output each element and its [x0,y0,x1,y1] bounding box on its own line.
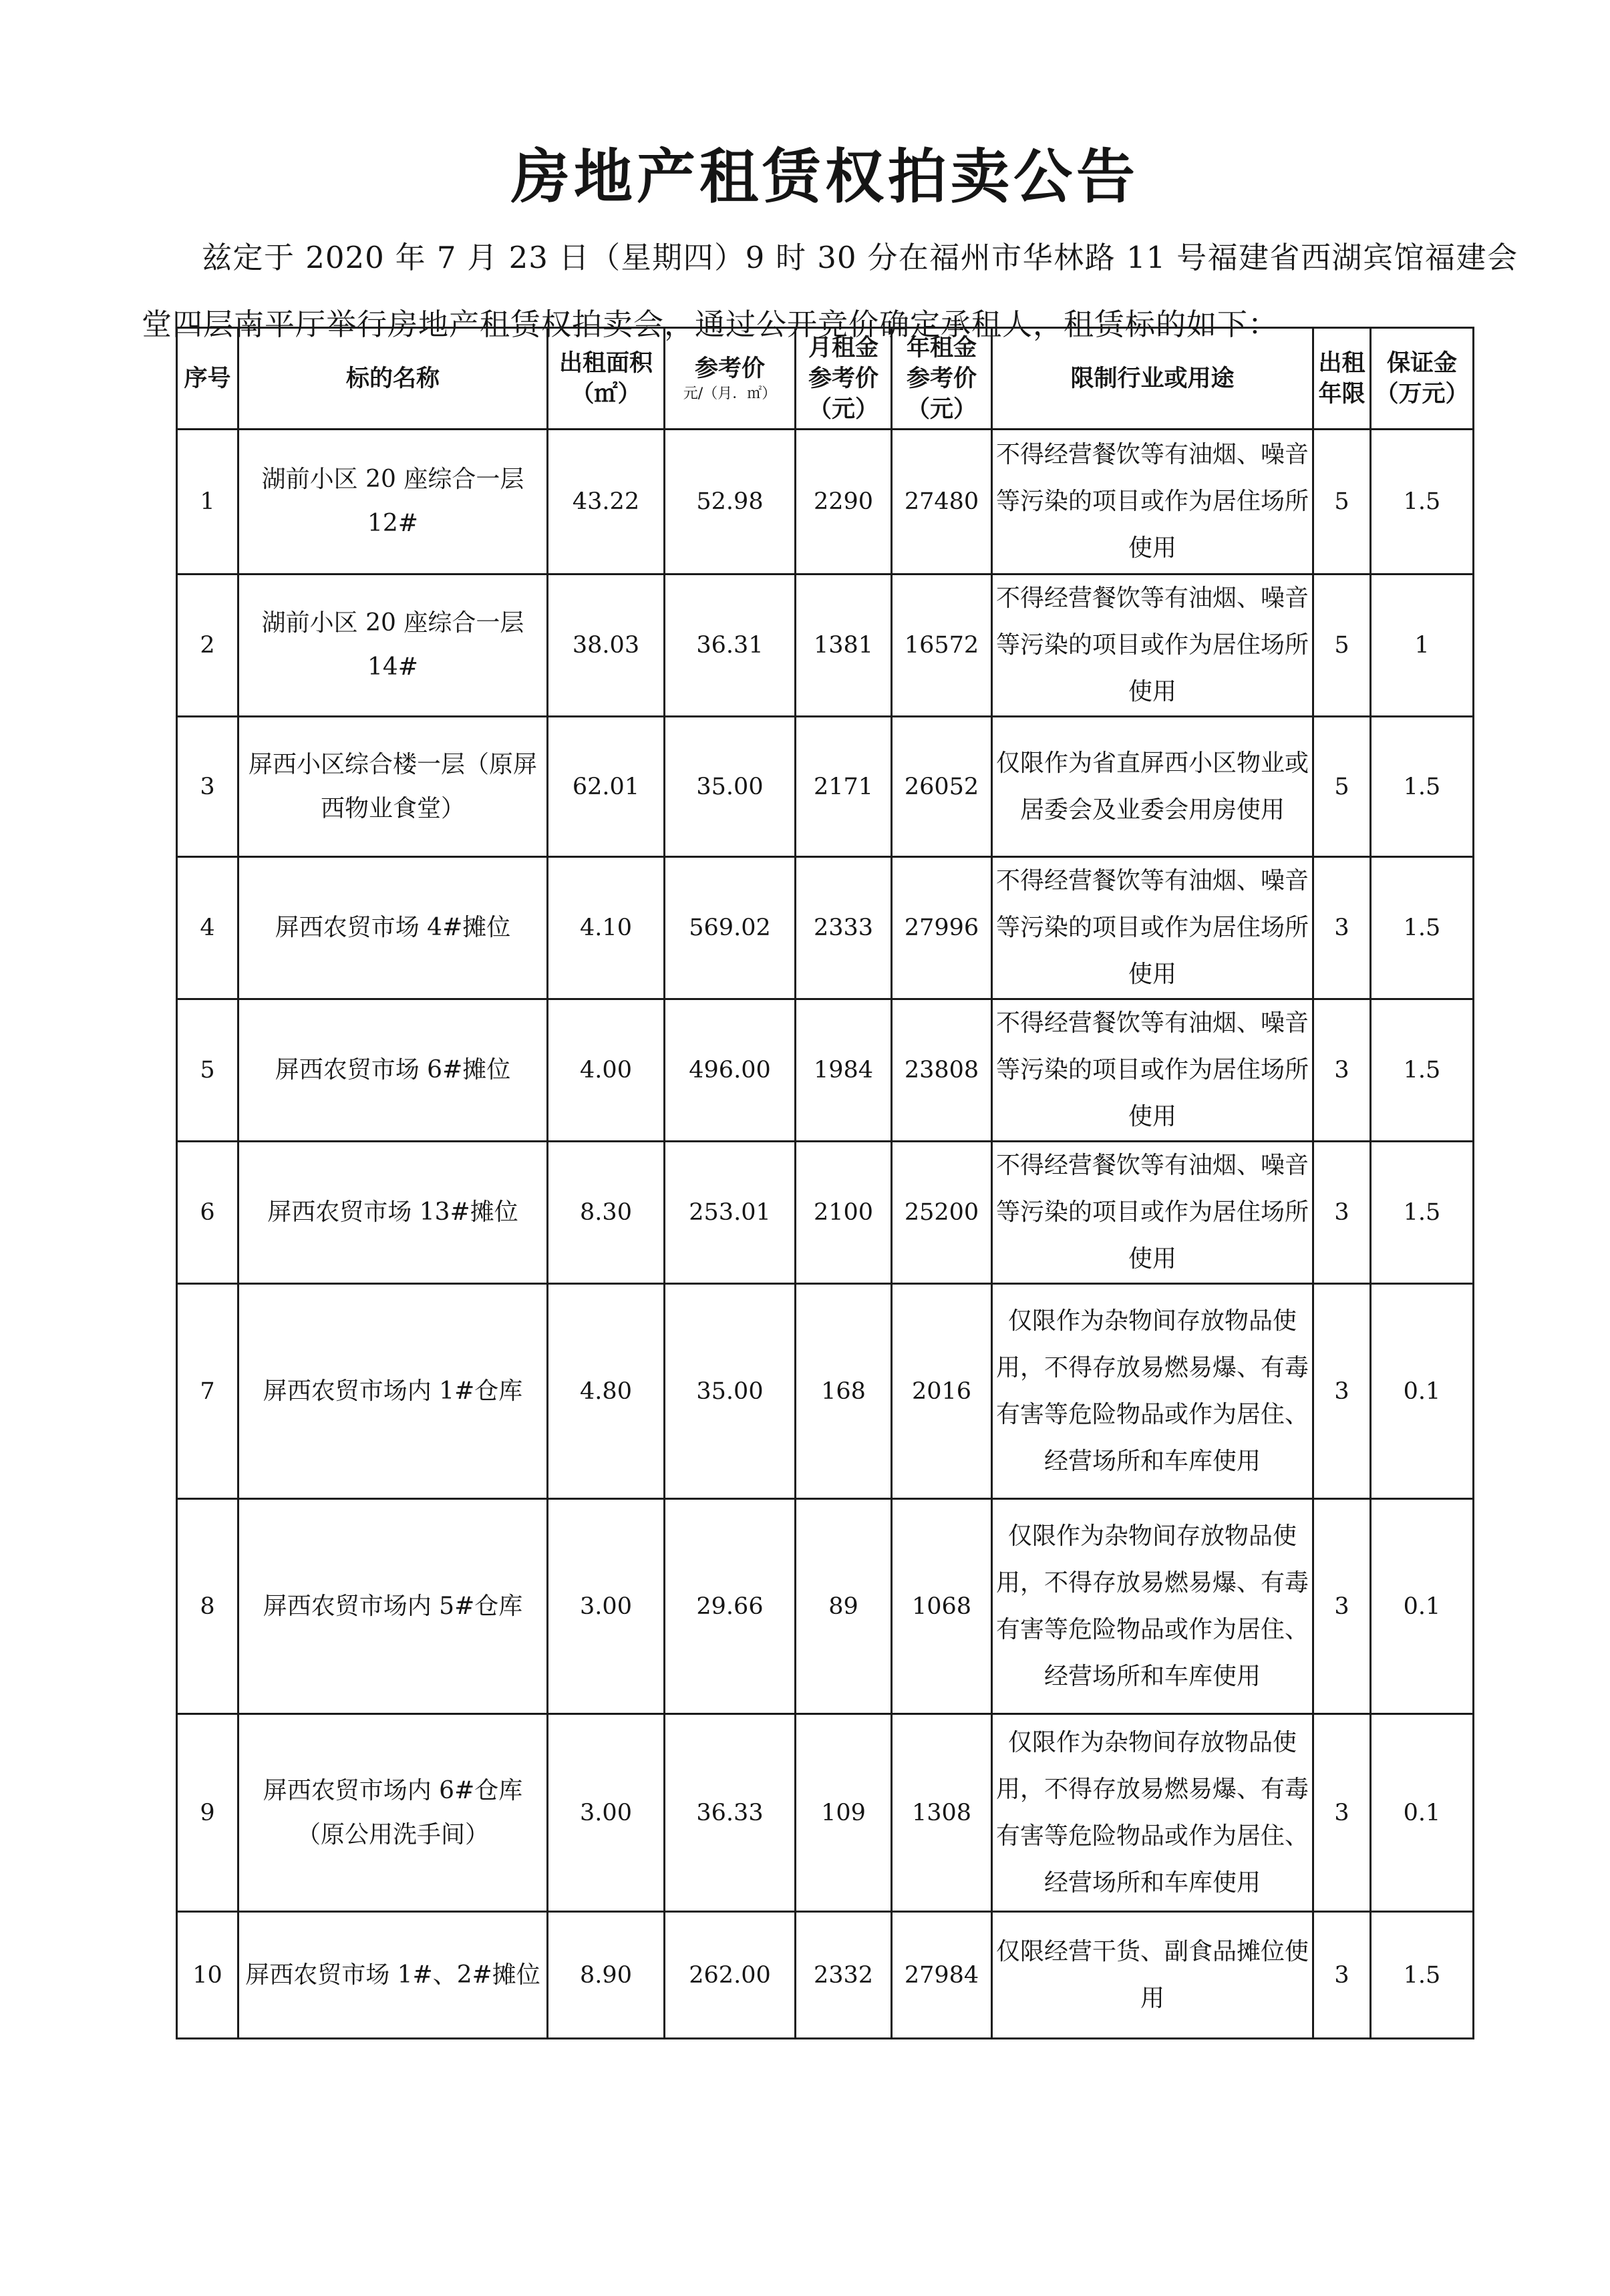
header-price-unit: 元/（月．㎡） [683,385,777,402]
cell-annual: 1308 [892,1714,992,1912]
cell-use: 不得经营餐饮等有油烟、噪音等污染的项目或作为居住场所使用 [992,575,1313,717]
cell-area: 4.80 [548,1284,665,1499]
cell-name: 屏西农贸市场 4#摊位 [238,857,548,999]
cell-no: 4 [177,857,238,999]
header-monthly: 月租金参考价（元） [796,328,892,430]
cell-price: 253.01 [665,1142,796,1284]
cell-deposit: 1.5 [1371,857,1474,999]
cell-use: 仅限作为省直屏西小区物业或居委会及业委会用房使用 [992,717,1313,857]
cell-no: 8 [177,1499,238,1714]
cell-term: 3 [1313,1499,1371,1714]
cell-term: 3 [1313,1284,1371,1499]
cell-area: 4.00 [548,999,665,1142]
cell-name: 屏西农贸市场内 1#仓库 [238,1284,548,1499]
cell-use: 仅限作为杂物间存放物品使用，不得存放易燃易爆、有毒有害等危险物品或作为居住、经营场所和车库使用 [992,1499,1313,1714]
cell-name: 屏西农贸市场 13#摊位 [238,1142,548,1284]
cell-monthly: 89 [796,1499,892,1714]
cell-name: 湖前小区 20 座综合一层 14# [238,575,548,717]
cell-annual: 2016 [892,1284,992,1499]
cell-annual: 27984 [892,1912,992,2039]
table-row [177,430,1474,575]
cell-deposit: 1.5 [1371,717,1474,857]
cell-annual: 25200 [892,1142,992,1284]
cell-deposit: 0.1 [1371,1284,1474,1499]
header-use: 限制行业或用途 [992,328,1313,430]
cell-price: 52.98 [665,430,796,575]
table-row [177,1499,1474,1714]
cell-no: 6 [177,1142,238,1284]
cell-no: 3 [177,717,238,857]
cell-deposit: 1.5 [1371,1142,1474,1284]
header-annual: 年租金参考价（元） [892,328,992,430]
cell-term: 5 [1313,575,1371,717]
cell-price: 35.00 [665,717,796,857]
cell-annual: 16572 [892,575,992,717]
cell-area: 4.10 [548,857,665,999]
header-no: 序号 [177,328,238,430]
cell-price: 569.02 [665,857,796,999]
cell-area: 43.22 [548,430,665,575]
cell-deposit: 1.5 [1371,999,1474,1142]
cell-monthly: 109 [796,1714,892,1912]
cell-use: 不得经营餐饮等有油烟、噪音等污染的项目或作为居住场所使用 [992,857,1313,999]
cell-monthly: 1984 [796,999,892,1142]
cell-price: 36.31 [665,575,796,717]
cell-area: 38.03 [548,575,665,717]
cell-monthly: 1381 [796,575,892,717]
cell-area: 62.01 [548,717,665,857]
cell-name: 屏西农贸市场内 5#仓库 [238,1499,548,1714]
cell-deposit: 1.5 [1371,430,1474,575]
cell-term: 3 [1313,999,1371,1142]
cell-area: 8.90 [548,1912,665,2039]
cell-use: 仅限作为杂物间存放物品使用，不得存放易燃易爆、有毒有害等危险物品或作为居住、经营场所和车库使用 [992,1284,1313,1499]
cell-name: 屏西农贸市场 6#摊位 [238,999,548,1142]
header-name: 标的名称 [238,328,548,430]
cell-use: 不得经营餐饮等有油烟、噪音等污染的项目或作为居住场所使用 [992,999,1313,1142]
cell-annual: 27480 [892,430,992,575]
cell-area: 8.30 [548,1142,665,1284]
cell-price: 35.00 [665,1284,796,1499]
cell-deposit: 1.5 [1371,1912,1474,2039]
table-row [177,857,1474,999]
cell-annual: 27996 [892,857,992,999]
cell-name: 屏西农贸市场 1#、2#摊位 [238,1912,548,2039]
cell-annual: 23808 [892,999,992,1142]
cell-term: 3 [1313,857,1371,999]
cell-no: 1 [177,430,238,575]
cell-term: 5 [1313,717,1371,857]
cell-price: 496.00 [665,999,796,1142]
header-price [665,328,796,430]
table-row [177,1714,1474,1912]
cell-no: 2 [177,575,238,717]
cell-price: 36.33 [665,1714,796,1912]
cell-monthly: 2332 [796,1912,892,2039]
cell-price: 29.66 [665,1499,796,1714]
cell-monthly: 2100 [796,1142,892,1284]
cell-use: 仅限作为杂物间存放物品使用，不得存放易燃易爆、有毒有害等危险物品或作为居住、经营场所和车库使用 [992,1714,1313,1912]
cell-monthly: 168 [796,1284,892,1499]
header-deposit: 保证金（万元） [1371,328,1474,430]
table-row [177,717,1474,857]
cell-area: 3.00 [548,1714,665,1912]
cell-monthly: 2333 [796,857,892,999]
cell-name: 屏西小区综合楼一层（原屏西物业食堂） [238,717,548,857]
table-row [177,1284,1474,1499]
table-row [177,1142,1474,1284]
cell-no: 9 [177,1714,238,1912]
cell-area: 3.00 [548,1499,665,1714]
cell-deposit: 0.1 [1371,1499,1474,1714]
cell-term: 3 [1313,1142,1371,1284]
cell-deposit: 1 [1371,575,1474,717]
page-title: 房地产租赁权拍卖公告 [510,142,1139,211]
header-area: 出租面积（㎡） [548,328,665,430]
intro-paragraph: 兹定于 2020 年 7 月 23 日（星期四）9 时 30 分在福州市华林路 11 号福建省西湖宾馆福建会堂四层南平厅举行房地产租赁权拍卖会，通过公开竞价确定承租人，租赁标的如下： [142,240,1518,342]
table-row [177,575,1474,717]
cell-term: 3 [1313,1714,1371,1912]
lease-table [176,327,1474,2039]
cell-name: 湖前小区 20 座综合一层 12# [238,430,548,575]
cell-monthly: 2171 [796,717,892,857]
cell-name: 屏西农贸市场内 6#仓库（原公用洗手间） [238,1714,548,1912]
cell-use: 不得经营餐饮等有油烟、噪音等污染的项目或作为居住场所使用 [992,1142,1313,1284]
cell-monthly: 2290 [796,430,892,575]
table-header-row [177,328,1474,430]
cell-term: 5 [1313,430,1371,575]
table-row [177,999,1474,1142]
cell-annual: 26052 [892,717,992,857]
cell-no: 5 [177,999,238,1142]
cell-no: 10 [177,1912,238,2039]
cell-price: 262.00 [665,1912,796,2039]
cell-no: 7 [177,1284,238,1499]
header-term: 出租年限 [1313,328,1371,430]
cell-deposit: 0.1 [1371,1714,1474,1912]
table-row [177,1912,1474,2039]
cell-annual: 1068 [892,1499,992,1714]
cell-term: 3 [1313,1912,1371,2039]
header-price-label: 参考价 [694,355,765,382]
cell-use: 不得经营餐饮等有油烟、噪音等污染的项目或作为居住场所使用 [992,430,1313,575]
cell-use: 仅限经营干货、副食品摊位使用 [992,1912,1313,2039]
